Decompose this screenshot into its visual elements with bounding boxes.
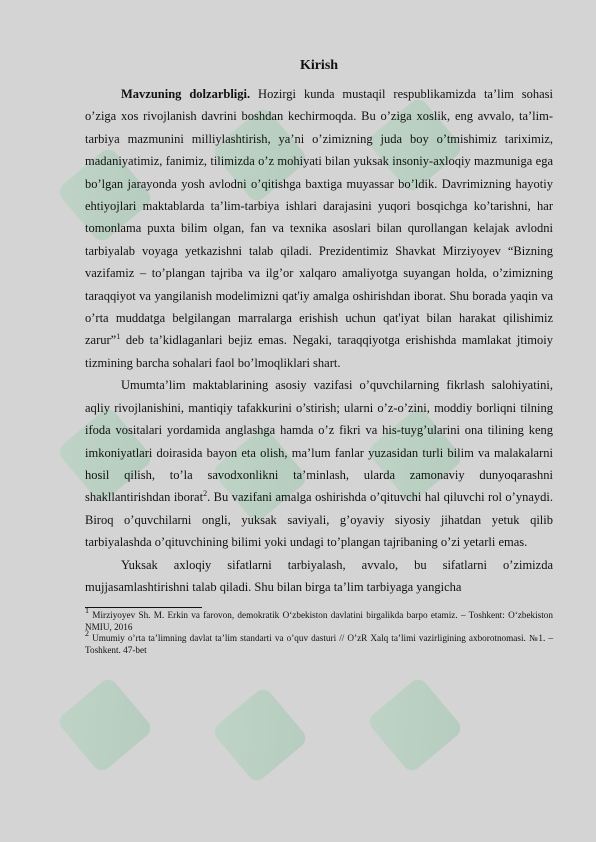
paragraph-text: Hozirgi kunda mustaqil respublikamizda ta’lim sohasi o’ziga xos rivojlanish davrini boshdan kechirmoqda. Bu o’ziga xoslik, eng avvalo, ta’lim-tarbiya mazmunini milliylashtirish, ya’ni o’zimizning juda boy o’tmishimiz tariximiz, madaniyatimiz, fanimiz, tilimizda o’z mohiyati bilan yuksak insoniy-axloqiy mazmuniga ega bo’lgan jarayonda yosh avlodni o’qitishga baxtiga muyassar bo’ldik. Davrimizning hayotiy ehtiyojlari maktablarda ta’lim-tarbiya ishlari darajasini yuqori bosqichga ko’tarishni, har tomonlama puxta bilim olgan, fan va texnika asoslari bilan qurollangan kelajak avlodni tarbiyalab voyaga yetkazishni talab qiladi. Prezidentimiz Shavkat Mirziyoyev “Bizning vazifamiz – to’plangan tajriba va ilg’or xalqaro amaliyotga suyangan holda, o’zimizning taraqqiyot va yangilanish modelimizni qat'iy amalga oshirishdan iborat. Shu borada yaqin va o’rta muddatga belgilangan marralarga erishish uchun qat'iyat bilan harakat qilishimiz zarur” xyxy=(85,87,553,348)
paragraph-school-tasks xyxy=(85,374,553,553)
document-page xyxy=(85,56,553,656)
paragraph-text: Yuksak axloqiy sifatlarni tarbiyalash, avvalo, bu sifatlarni o’zimizda mujjasamlashtirishni talab qiladi. Shu bilan birga ta’lim tarbiyaga yangicha xyxy=(85,557,553,594)
footnote-separator xyxy=(85,607,202,608)
footnote-ref[interactable]: 2 xyxy=(203,489,208,499)
paragraph-text: Umumta’lim maktablarining asosiy vazifasi o’quvchilarning fikrlash salohiyatini, aqliy rivojlanishini, mantiqiy tafakkurini o’stirish; ularni o’z-o’zini, moddiy borliqni tilning ifoda vositalari yordamida anglashga hamda o’z fikri va his-tuyg’ularini ona tilining keng imkoniyatlari doirasida bayon eta olish, ma’lum fanlar yuzasidan turli bilim va malakalarni hosil qilish, to’la savodxonlikni ta’minlash, ularda zamonaviy dunyoqarashni shakllantirishdan iborat xyxy=(85,378,553,505)
footnote-ref[interactable]: 1 xyxy=(116,332,121,342)
paragraph-text-continued: . Bu vazifani amalga oshirishda o’qituvchi hal qiluvchi rol o’ynaydi. Biroq o’quvchilarni ongli, yuksak saviyali, g’oyaviy siyosiy jihatdan yetuk qilib tarbiyalashda o’qituvchining bilimi yoki undagi to’plangan tajribaning o’zi yetarli emas. xyxy=(85,490,553,550)
footnote-text: Umumiy o’rta ta’limning davlat ta’lim standarti va o’quv dasturi // O’zR Xalq ta’limi vazirligining axborotnomasi. №1. – Toshkent. 47-bet xyxy=(85,633,553,655)
paragraph-text-continued: deb ta’kidlaganlari bejiz emas. Negaki, taraqqiyotga erishishda mamlakat jtimoiy tizmining barcha sohalari faol bo’lmoqliklari shart. xyxy=(85,333,553,370)
paragraph-moral-qualities xyxy=(85,554,553,599)
footnote-text: Mirziyoyev Sh. M. Erkin va farovon, demokratik O‘zbekiston davlatini birgalikda barpo etamiz. – Toshkent: O‘zbekiston NMIU, 2016 xyxy=(85,610,553,632)
watermark-logo xyxy=(211,686,310,785)
watermark-logo xyxy=(56,676,155,775)
footnote-number: 1 xyxy=(85,606,89,616)
footnote xyxy=(85,606,553,633)
watermark-logo xyxy=(366,676,465,775)
paragraph-lead: Mavzuning dolzarbligi. xyxy=(121,87,251,101)
paragraph-relevance xyxy=(85,83,553,374)
footnote xyxy=(85,629,553,656)
page-title: Kirish xyxy=(299,58,339,73)
footnote-number: 2 xyxy=(85,629,89,639)
